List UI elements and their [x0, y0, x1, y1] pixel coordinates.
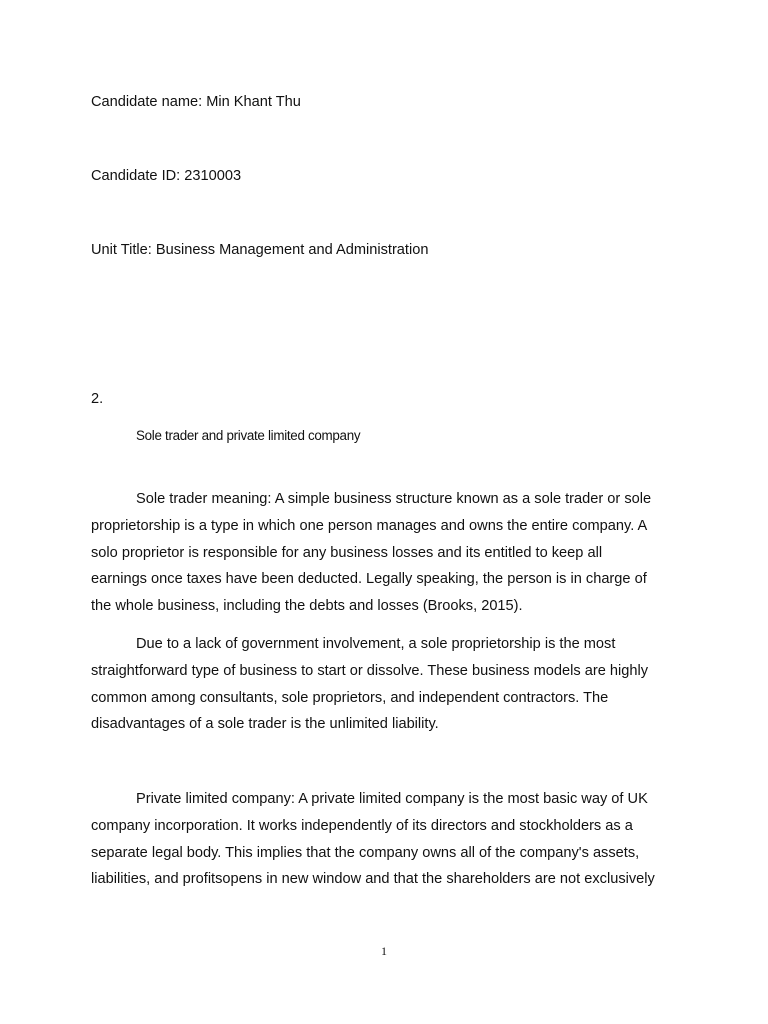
paragraph-line: straightforward type of business to start or dissolve. These business models are highly	[91, 662, 648, 679]
unit-title: Unit Title: Business Management and Administration	[91, 242, 429, 258]
paragraph-sole-trader-disadvantages	[91, 631, 681, 738]
candidate-id: Candidate ID: 2310003	[91, 168, 242, 184]
paragraph-line: the whole business, including the debts and losses (Brooks, 2015).	[91, 598, 523, 615]
paragraph-line: Private limited company: A private limited company is the most basic way of UK	[136, 791, 648, 807]
paragraph-line: liabilities, and profitsopens in new window and that the shareholders are not exclusively	[91, 871, 655, 888]
paragraph-line: solo proprietor is responsible for any business losses and its entitled to keep all	[91, 544, 603, 561]
paragraph-line: earnings once taxes have been deducted. Legally speaking, the person is in charge of	[91, 571, 647, 588]
paragraph-line: Sole trader meaning: A simple business structure known as a sole trader or sole	[136, 491, 652, 507]
candidate-name: Candidate name: Min Khant Thu	[91, 94, 301, 110]
paragraph-line: Due to a lack of government involvement, a sole proprietorship is the most	[136, 636, 616, 652]
paragraph-line: proprietorship is a type in which one person manages and owns the entire company. A	[91, 517, 648, 534]
paragraph-private-limited-company	[91, 786, 681, 893]
paragraph-line: disadvantages of a sole trader is the unlimited liability.	[91, 716, 439, 733]
paragraph-line: company incorporation. It works independently of its directors and stockholders as a	[91, 817, 633, 834]
section-number: 2.	[91, 391, 104, 407]
paragraph-line: common among consultants, sole proprietors, and independent contractors. The	[91, 689, 609, 706]
paragraph-sole-trader-meaning	[91, 486, 681, 620]
paragraph-line: separate legal body. This implies that the company owns all of the company's assets,	[91, 844, 640, 861]
page-number: 1	[381, 944, 387, 958]
section-heading: Sole trader and private limited company	[136, 428, 361, 443]
